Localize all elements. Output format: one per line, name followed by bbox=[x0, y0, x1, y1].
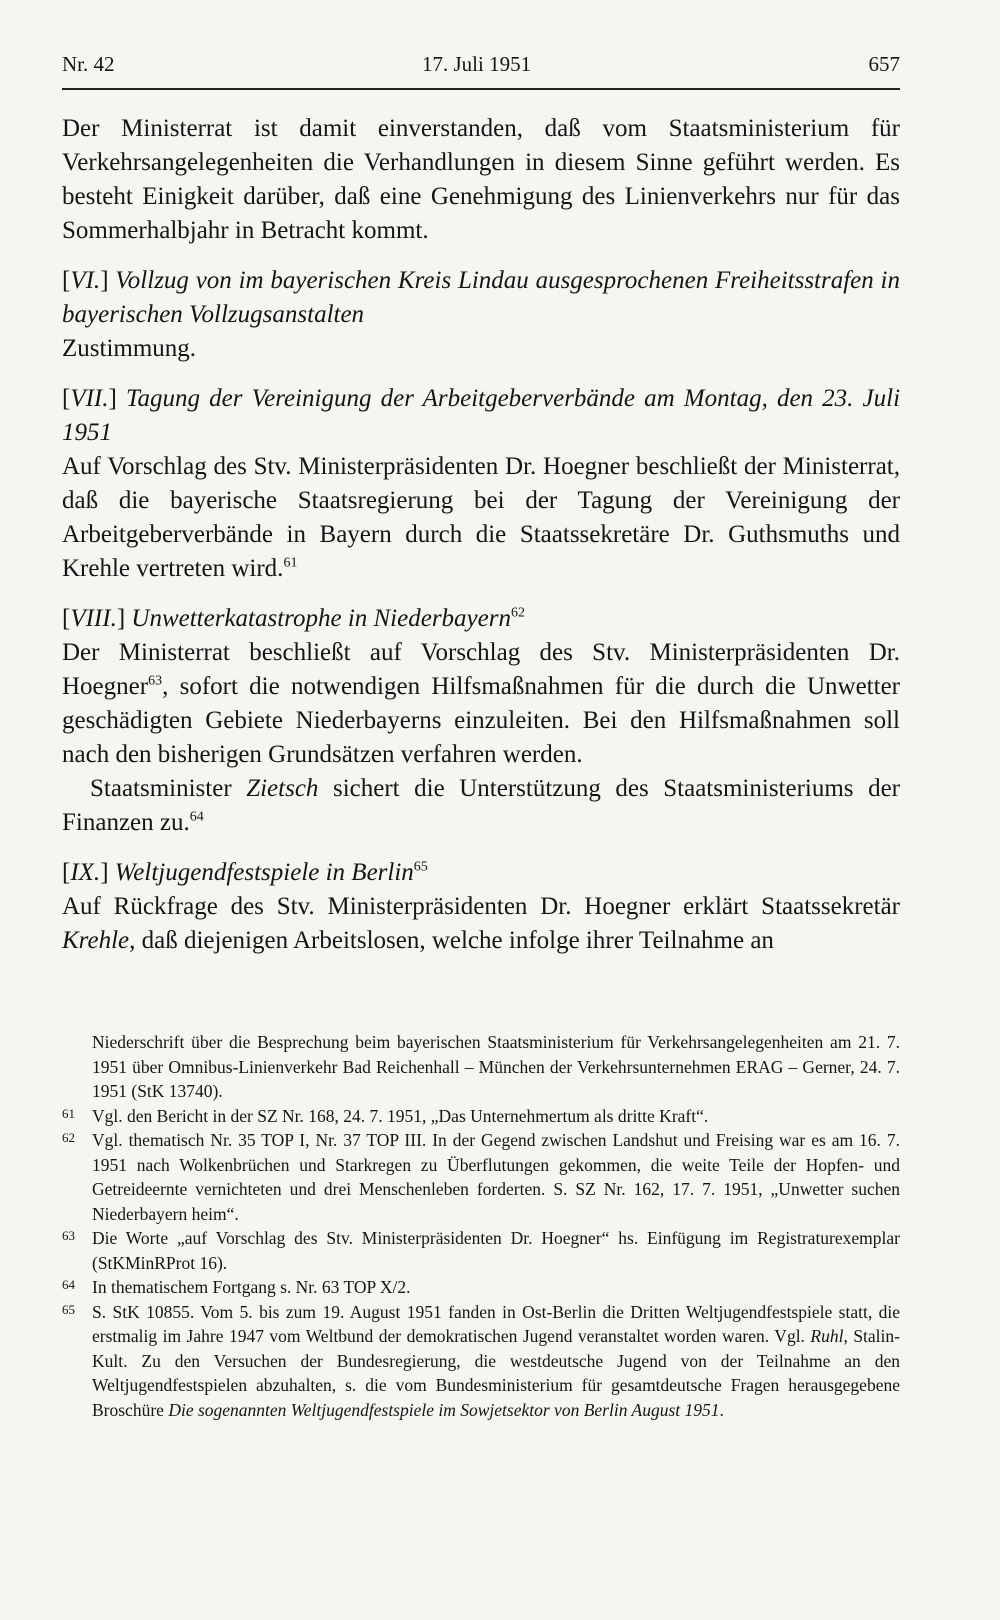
footnote-65-author: Ruhl bbox=[810, 1326, 844, 1346]
header-rule bbox=[62, 88, 900, 90]
person-name-krehle: Krehle bbox=[62, 927, 130, 954]
footnote-continuation: Niederschrift über die Besprechung beim bayerischen Staatsministerium für Verkehrsangelegenheiten am 21. 7. 1951 über Omnibus-Linienverkehr Bad Reichenhall – München der Verkehrsunternehmen ERAG – Gerner, 24. 7. 1951 (StK 13740). bbox=[92, 1032, 900, 1101]
footnote-61-text: Vgl. den Bericht in der SZ Nr. 168, 24. 7. 1951, „Das Unternehmertum als dritte Kraft“. bbox=[92, 1105, 709, 1126]
section-ix-title: Weltjugendfestspiele in Berlin bbox=[114, 859, 414, 886]
footnotes bbox=[62, 1030, 900, 1422]
section-viii-title: Unwetterkatastrophe in Niederbayern bbox=[131, 605, 511, 632]
section-ix-heading: [IX.] Weltjugendfestspiele in Berlin$^{65}$ bbox=[62, 859, 428, 886]
person-name-zietsch: Zietsch bbox=[246, 775, 319, 802]
main-text bbox=[62, 112, 900, 958]
section-vii-text bbox=[62, 450, 900, 586]
section-ix-number: IX. bbox=[70, 859, 101, 886]
section-viii-text-2 bbox=[62, 772, 900, 840]
paragraph-intro: Der Ministerrat ist damit einverstanden, daß vom Staatsministerium für Verkehrsangelegenheiten die Verhandlungen in diesem Sinne geführt werden. Es besteht Einigkeit darüber, daß eine Genehmigung des Linienverkehrs nur für das Sommerhalbjahr in Betracht kommt. bbox=[62, 115, 900, 244]
footnote-ref-63: 63 bbox=[148, 673, 163, 689]
footnote-ref-65: 65 bbox=[413, 859, 428, 875]
section-vi-heading: [VI.] Vollzug von im bayerischen Kreis Lindau ausgesprochenen Freiheitsstrafen in bayerischen Vollzugsanstalten bbox=[62, 267, 901, 328]
section-vii-heading: [VII.] Tagung der Vereinigung der Arbeitgeberverbände am Montag, den 23. Juli 1951 bbox=[62, 385, 901, 446]
page-header bbox=[62, 50, 900, 84]
section-viii-body-c: Staatsminister bbox=[90, 775, 247, 802]
footnote-62 bbox=[62, 1128, 900, 1226]
footnote-63-text: Die Worte „auf Vorschlag des Stv. Ministerpräsidenten Dr. Hoegner“ hs. Einfügung im Registraturexemplar (StKMinRProt 16). bbox=[92, 1228, 900, 1273]
page-number: 657 bbox=[868, 52, 900, 76]
footnote-65-text-a: S. StK 10855. Vom 5. bis zum 19. August 1951 fanden in Ost-Berlin die Dritten Weltjugendfestspiele statt, die erstmalig im Jahre 1947 vom Weltbund der demokratischen Jugend veranstaltet worden waren. Vgl. bbox=[92, 1301, 900, 1346]
footnote-65-book-title: Die sogenannten Weltjugendfestspiele im Sowjetsektor von Berlin August 1951 bbox=[168, 1399, 720, 1420]
footnote-65 bbox=[62, 1300, 900, 1423]
footnote-ref-61: 61 bbox=[283, 555, 298, 571]
section-vii-title: Tagung der Vereinigung der Arbeitgeberverbände am Montag, den 23. Juli 1951 bbox=[62, 385, 901, 446]
section-vii-body: Auf Vorschlag des Stv. Ministerpräsidenten Dr. Hoegner beschließt der Ministerrat, daß die bayerische Staatsregierung bei der Tagung der Vereinigung der Arbeitgeberverbände in Bayern durch die Staatssekretäre Dr. Guthsmuths und Krehle vertreten wird. bbox=[62, 453, 900, 582]
section-ix-body-a: Auf Rückfrage des Stv. Ministerpräsidenten Dr. Hoegner erklärt Staatssekretär bbox=[62, 893, 900, 920]
section-viii-number: VIII. bbox=[70, 605, 117, 632]
section-viii-body-a: Der Ministerrat beschließt auf Vorschlag des Stv. Ministerpräsidenten Dr. Hoegner bbox=[62, 639, 900, 700]
footnote-65-text-c: . bbox=[719, 1399, 724, 1420]
footnote-ref-62: 62 bbox=[510, 605, 525, 621]
section-ix-text bbox=[62, 890, 900, 958]
document-number: Nr. 42 bbox=[62, 52, 115, 76]
section-viii-body-b: , sofort die notwendigen Hilfsmaßnahmen für die durch die Unwetter geschädigten Gebiete Niederbayerns einzuleiten. Bei den Hilfsmaßnahmen soll nach den bisherigen Grundsätzen verfahren werden. bbox=[62, 673, 900, 768]
footnote-ref-64: 64 bbox=[189, 809, 204, 825]
section-viii-body-d: sichert die Unterstützung des Staatsministeriums der Finanzen zu. bbox=[62, 775, 900, 836]
section-viii-heading: [VIII.] Unwetterkatastrophe in Niederbayern$^{62}$ bbox=[62, 605, 525, 632]
footnote-61-number: 61 bbox=[62, 1105, 75, 1121]
footnote-62-number: 62 bbox=[62, 1130, 75, 1145]
footnote-65-number: 65 bbox=[62, 1301, 75, 1317]
section-vi-title: Vollzug von im bayerischen Kreis Lindau ausgesprochenen Freiheitsstrafen in bayerischen Vollzugsanstalten bbox=[62, 267, 901, 328]
footnote-61 bbox=[62, 1104, 900, 1129]
document-date: 17. Juli 1951 bbox=[422, 52, 532, 76]
footnote-62-text: Vgl. thematisch Nr. 35 TOP I, Nr. 37 TOP III. In der Gegend zwischen Landshut und Freising war es am 16. 7. 1951 nach Wolkenbrüchen und Starkregen zu Überflutungen gekommen, die weite Teile der Hopfen- und Getreideernte vernichteten und drei Menschenleben forderten. S. SZ Nr. 162, 17. 7. 1951, „Unwetter suchen Niederbayern heim“. bbox=[92, 1130, 900, 1224]
section-vi-text: Zustimmung. bbox=[62, 335, 197, 362]
footnote-64-number: 64 bbox=[62, 1277, 75, 1292]
footnote-64-text: In thematischem Fortgang s. Nr. 63 TOP X/2. bbox=[92, 1277, 411, 1297]
footnote-63 bbox=[62, 1226, 900, 1275]
section-ix-body-b: , daß diejenigen Arbeitslosen, welche infolge ihrer Teilnahme an bbox=[129, 927, 774, 954]
footnote-63-number: 63 bbox=[62, 1228, 75, 1243]
section-vi-number: VI. bbox=[70, 267, 101, 294]
footnote-64 bbox=[62, 1275, 900, 1300]
section-viii-text bbox=[62, 636, 900, 772]
section-vii-number: VII. bbox=[70, 385, 109, 412]
footnote-65-text-b: , Stalin-Kult. Zu den Versuchen der Bundesregierung, die westdeutsche Jugend von der Teilnahme an den Weltjugendfestspielen abzuhalten, s. die vom Bundesministerium für gesamtdeutsche Fragen herausgegebene Broschüre bbox=[92, 1326, 900, 1420]
